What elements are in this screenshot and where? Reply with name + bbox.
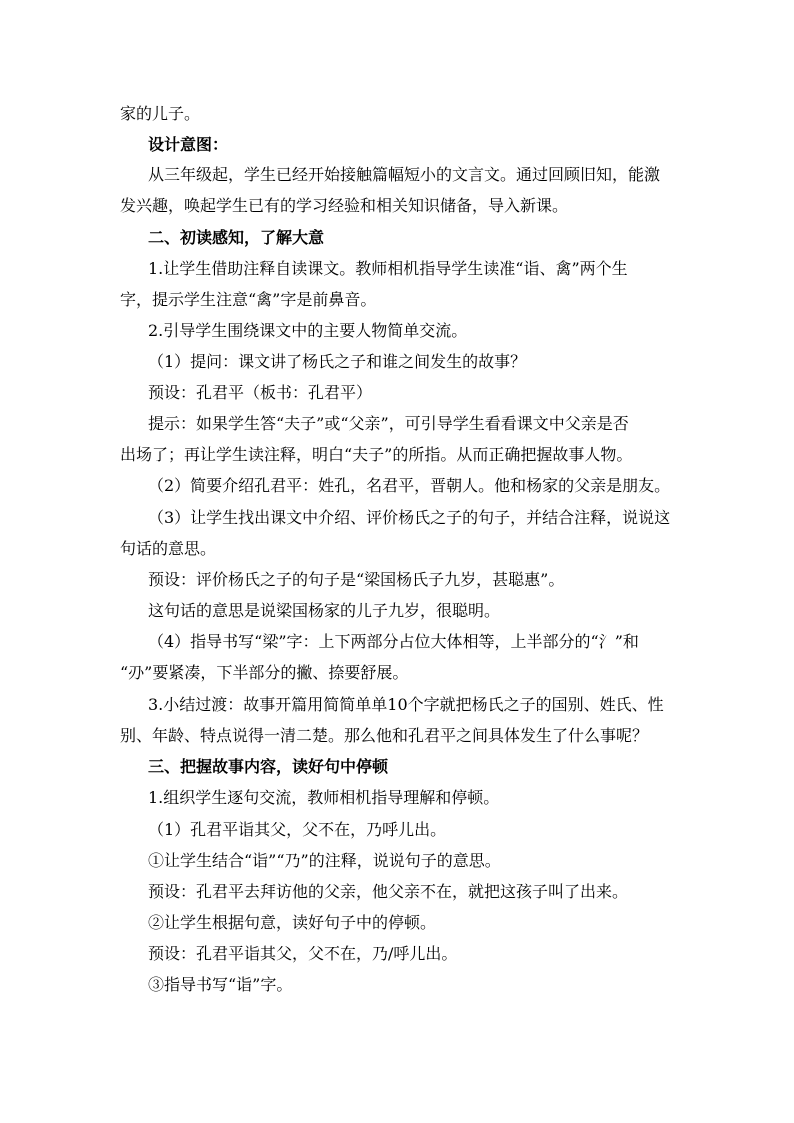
paragraph-line: 1.组织学生逐句交流，教师相机指导理解和停顿。: [148, 788, 500, 807]
paragraph-line: “刅”要紧凑，下半部分的撇、捺要舒展。: [120, 663, 409, 682]
paragraph-line: 从三年级起，学生已经开始接触篇幅短小的文言文。通过回顾旧知，能激: [148, 165, 661, 184]
paragraph-line: 字，提示学生注意“禽”字是前鼻音。: [120, 290, 377, 309]
section-heading-design-intent: 设计意图：: [148, 135, 229, 154]
section-heading-story-content: 三、把握故事内容，读好句中停顿: [148, 757, 389, 776]
paragraph-line: （2）简要介绍孔君平：姓孔，名君平，晋朝人。他和杨家的父亲是朋友。: [148, 476, 671, 495]
paragraph-line: 句话的意思。: [120, 539, 217, 558]
paragraph-line: 发兴趣，唤起学生已有的学习经验和相关知识储备，导入新课。: [120, 196, 569, 215]
paragraph-line: 2.引导学生围绕课文中的主要人物简单交流。: [148, 321, 468, 340]
paragraph-line: 提示：如果学生答“夫子”或“父亲”，可引导学生看看课文中父亲是否: [148, 414, 629, 433]
paragraph-line: ③指导书写“诣”字。: [148, 975, 293, 994]
paragraph-line: ①让学生结合“诣”“乃”的注释，说说句子的意思。: [148, 851, 501, 870]
paragraph-line: 家的儿子。: [120, 104, 201, 123]
paragraph-line: 别、年龄、特点说得一清二楚。那么他和孔君平之间具体发生了什么事呢？: [120, 726, 649, 745]
paragraph-line: 3.小结过渡：故事开篇用简简单单10个字就把杨氏之子的国别、姓氏、性: [148, 695, 664, 714]
paragraph-line: 预设：孔君平诣其父，父不在，乃/呼儿出。: [148, 944, 458, 963]
paragraph-line: 预设：评价杨氏之子的句子是“梁国杨氏子九岁，甚聪惠”。: [148, 570, 565, 589]
paragraph-line: 预设：孔君平（板书：孔君平）: [148, 383, 373, 402]
paragraph-line: （4）指导书写“梁”字：上下两部分占位大体相等，上半部分的“氵”和: [148, 632, 639, 651]
paragraph-line: （3）让学生找出课文中介绍、评价杨氏之子的句子，并结合注释，说说这: [148, 508, 671, 527]
paragraph-line: （1）孔君平诣其父，父不在，乃呼儿出。: [148, 820, 447, 839]
paragraph-line: 预设：孔君平去拜访他的父亲，他父亲不在，就把这孩子叫了出来。: [148, 882, 629, 901]
paragraph-line: ②让学生根据句意，读好句子中的停顿。: [148, 913, 437, 932]
paragraph-line: 出场了；再让学生读注释，明白“夫子”的所指。从而正确把握故事人物。: [120, 445, 633, 464]
paragraph-line: 这句话的意思是说梁国杨家的儿子九岁，很聪明。: [148, 601, 501, 620]
section-heading-first-reading: 二、初读感知，了解大意: [148, 228, 325, 247]
paragraph-line: （1）提问：课文讲了杨氏之子和谁之间发生的故事？: [148, 352, 527, 371]
paragraph-line: 1.让学生借助注释自读课文。教师相机指导学生读准“诣、禽”两个生: [148, 259, 628, 278]
